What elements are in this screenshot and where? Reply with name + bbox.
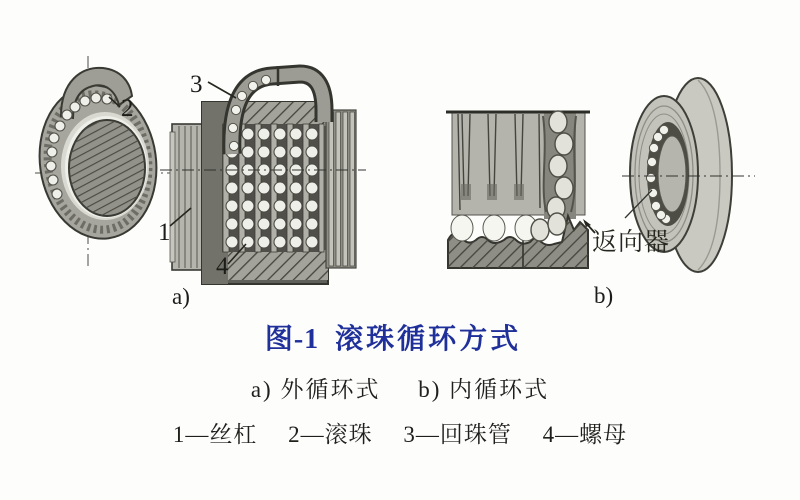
deflector-label: 返向器 (592, 229, 671, 256)
figure-subcaption (0, 371, 800, 404)
callout-2-label: 2 (121, 95, 134, 122)
callout-4-label: 4 (216, 253, 229, 280)
panel-b-label: b) (594, 283, 614, 308)
screw-section (69, 120, 145, 216)
panel-b-section-view (440, 96, 612, 280)
nut-section (446, 112, 590, 219)
screw-shaft (170, 124, 206, 270)
subcaption-b: b) 内循环式 (418, 377, 550, 402)
legend-item-nut: 4—螺母 (542, 422, 628, 447)
figure-title: 滚珠循环方式 (335, 324, 522, 355)
panel-a-side-view (158, 58, 368, 293)
nut-bottom-hatch (228, 250, 328, 280)
legend-item-return-tube: 3—回珠管 (403, 422, 512, 447)
figure-legend (0, 416, 800, 449)
callout-3-leader (208, 82, 236, 98)
subcaption-a: a) 外循环式 (250, 377, 381, 402)
legend-item-balls: 2—滚珠 (288, 422, 373, 447)
figure-number: 图-1 (264, 324, 320, 355)
legend-item-screw: 1—丝杠 (172, 422, 258, 447)
screw-thread-right (326, 110, 356, 268)
raceway-gaps (451, 215, 537, 241)
figure-caption (0, 317, 786, 357)
callout-3-label: 3 (190, 71, 203, 98)
panel-b-ring-view (622, 62, 757, 297)
panel-a-label: a) (172, 284, 190, 309)
callout-1-label: 1 (158, 219, 171, 246)
